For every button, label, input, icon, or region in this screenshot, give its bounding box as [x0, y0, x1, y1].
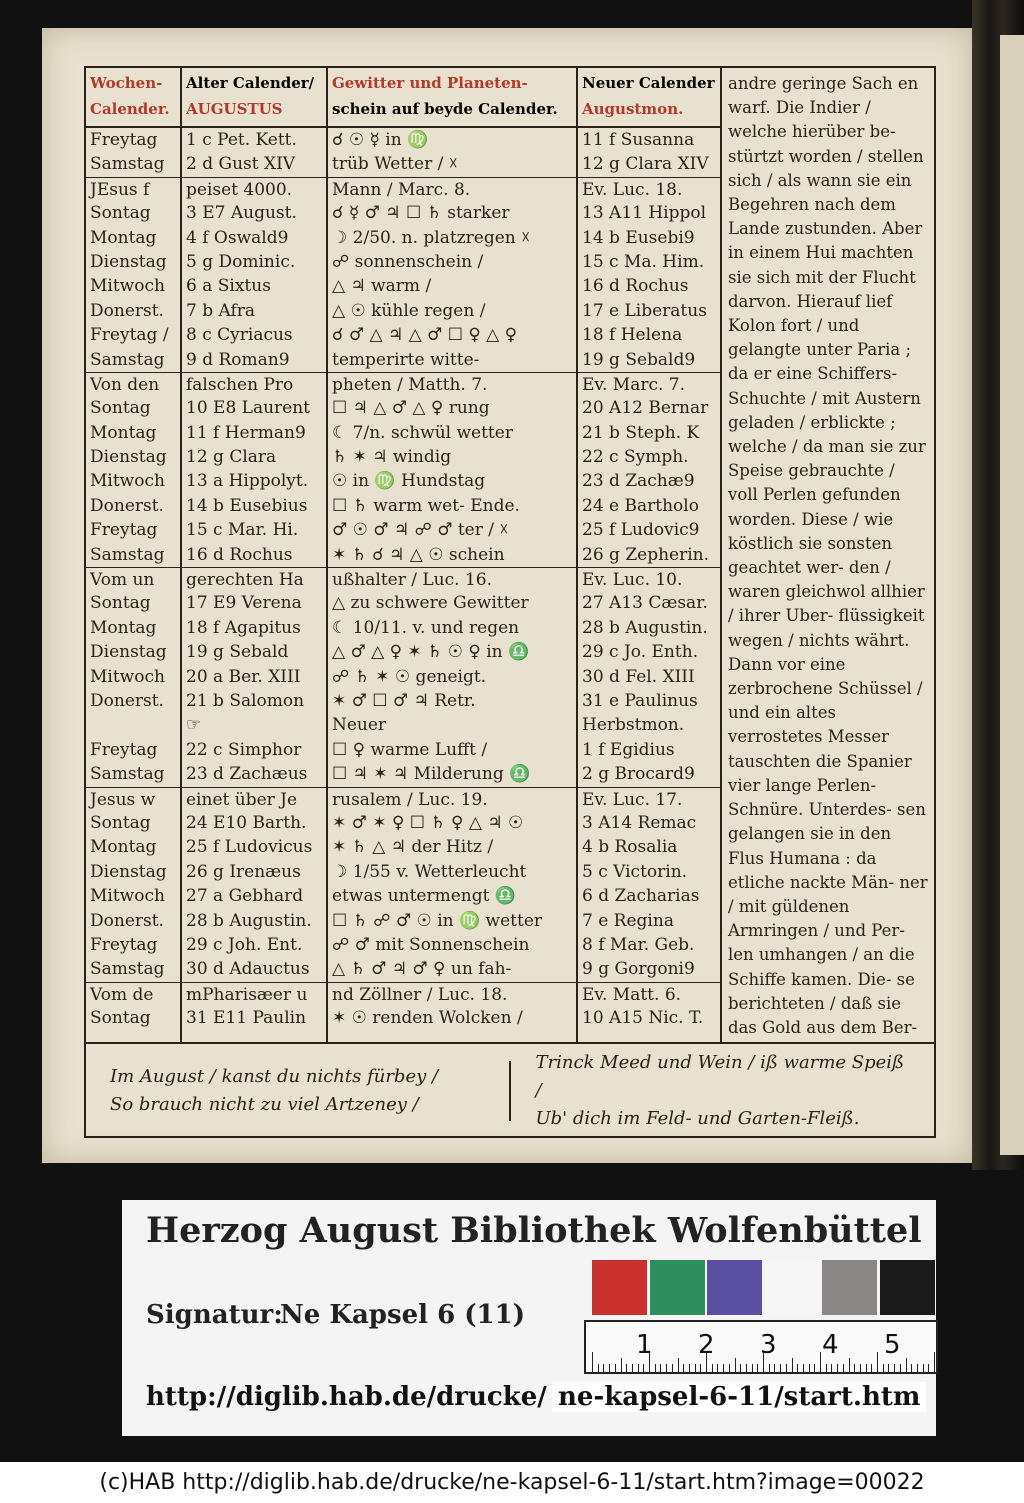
ruler-tick: [843, 1364, 844, 1372]
ruler-tick: [774, 1364, 775, 1372]
calendar-row: ußhalter / Luc. 16.: [328, 567, 576, 591]
calendar-row: 22 c Symph.: [582, 447, 689, 468]
color-target: [584, 1252, 938, 1382]
calendar-row: Montag: [90, 227, 157, 248]
calendar-row: ☌ ☉ ☿ in ♍: [332, 130, 429, 150]
ruler-tick: [906, 1358, 907, 1372]
ruler-tick: [752, 1364, 753, 1372]
ruler-tick: [849, 1358, 850, 1372]
calendar-row: 12 g Clara: [186, 447, 277, 468]
calendar-row: 4 f Oswald9: [186, 227, 289, 248]
calendar-row: JEsus f: [86, 177, 180, 201]
calendar-row: 22 c Simphor: [186, 739, 302, 760]
calendar-row: Sontag: [90, 398, 151, 419]
calendar-row: temperirte witte-: [332, 349, 480, 370]
ruler-tick: [911, 1364, 912, 1372]
calendar-row: Samstag: [90, 154, 165, 175]
calendar-row: Von den: [86, 372, 180, 396]
calendar-row: Samstag: [90, 959, 165, 980]
calendar-row: Montag: [90, 837, 157, 858]
ruler-tick: [729, 1364, 730, 1372]
ruler-tick: [780, 1364, 781, 1372]
calendar-row: Montag: [90, 617, 157, 638]
ruler-tick: [672, 1364, 673, 1372]
calendar-row: Freytag /: [90, 325, 169, 346]
ruler-tick: [695, 1364, 696, 1372]
ruler-tick: [666, 1364, 667, 1372]
calendar-row: 12 g Clara XIV: [582, 154, 709, 175]
calendar-row: 1 c Pet. Kett.: [186, 130, 297, 150]
calendar-row: ✶ ♂ ☐ ♂ ♃ Retr.: [332, 690, 476, 711]
calendar-row: Freytag: [90, 739, 158, 760]
calendar-row: [86, 713, 180, 737]
calendar-row: 4 b Rosalia: [582, 837, 678, 858]
calendar-row: 2 g Brocard9: [582, 764, 695, 785]
calendar-row: nd Zöllner / Luc. 18.: [328, 982, 576, 1006]
ruler-tick: [655, 1364, 656, 1372]
calendar-row: ♂ ☉ ♂ ♃ ☍ ♂ ter / ☓: [332, 520, 509, 541]
calendar-row: Dienstag: [90, 642, 167, 663]
calendar-row: 23 d Zachæus: [186, 764, 308, 785]
calendar-row: ✶ ☉ renden Wolcken /: [332, 1008, 523, 1029]
calendar-row: Ev. Luc. 18.: [578, 177, 720, 201]
calendar-row: 16 d Rochus: [186, 544, 293, 565]
verse-line: Trinck Meed und Wein / iß warme Speiß /: [535, 1052, 905, 1101]
ruler-tick: [712, 1364, 713, 1372]
calendar-row: Mann / Marc. 8.: [328, 177, 576, 201]
calendar-row: 5 c Victorin.: [582, 861, 688, 882]
calendar-row: 6 d Zacharias: [582, 886, 700, 907]
verse-line: Ub' dich im Feld- und Garten-Fleiß.: [535, 1108, 860, 1129]
header-line: AUGUSTUS: [186, 100, 283, 118]
calendar-row: Samstag: [90, 349, 165, 370]
calendar-row: ☾ 10/11. v. und regen: [332, 617, 520, 638]
calendar-row: peiset 4000.: [182, 177, 326, 201]
calendar-row: ✶ ♂ ✶ ♀ ☐ ♄ ♀ △ ♃ ☉: [332, 812, 524, 833]
calendar-row: 23 d Zachæ9: [582, 471, 695, 492]
ruler-tick: [638, 1364, 639, 1372]
calendar-row: falschen Pro: [182, 372, 326, 396]
calendar-frame: [84, 66, 936, 1138]
url-link-part1[interactable]: http://diglib.hab.de/drucke/: [146, 1382, 547, 1412]
calendar-row: ☍ ♄ ✶ ☉ geneigt.: [332, 666, 487, 687]
ruler-tick: [871, 1364, 872, 1372]
weekday-column: [86, 68, 182, 1042]
calendar-row: 28 b Augustin.: [186, 910, 312, 931]
calendar-row: Dienstag: [90, 251, 167, 272]
calendar-row: Dienstag: [90, 861, 167, 882]
calendar-row: Mitwoch: [90, 471, 165, 492]
ruler-tick: [603, 1364, 604, 1372]
calendar-row: 10 A15 Nic. T.: [582, 1008, 704, 1029]
calendar-row: Sontag: [90, 812, 151, 833]
calendar-row: Samstag: [90, 544, 165, 565]
ruler-tick: [837, 1364, 838, 1372]
calendar-row: 7 e Regina: [582, 910, 674, 931]
calendar-row: Neuer: [332, 715, 387, 736]
header-line: Gewitter und Planeten-: [332, 74, 528, 92]
calendar-row: 14 b Eusebi9: [582, 227, 695, 248]
weather-header: [328, 68, 576, 128]
calendar-row: Ev. Matt. 6.: [578, 982, 720, 1006]
header-line: Wochen-: [90, 74, 163, 92]
calendar-row: Sontag: [90, 593, 151, 614]
header-line: Neuer Calender: [582, 74, 715, 92]
calendar-row: 28 b Augustin.: [582, 617, 708, 638]
calendar-row: 11 f Susanna: [582, 130, 695, 150]
calendar-row: ☌ ☿ ♂ ♃ ☐ ♄ starker: [332, 203, 510, 224]
new-calendar-header: [578, 68, 720, 128]
ruler-number: 3: [760, 1330, 777, 1360]
calendar-row: Ev. Luc. 10.: [578, 567, 720, 591]
verse-line: Im August / kanst du nichts fürbey /: [110, 1066, 439, 1087]
calendar-row: Jesus w: [86, 787, 180, 811]
calendar-row: 16 d Rochus: [582, 276, 689, 297]
calendar-row: 18 f Helena: [582, 325, 683, 346]
calendar-row: 17 e Liberatus: [582, 300, 707, 321]
ruler-tick: [723, 1364, 724, 1372]
url-link-part2[interactable]: ne-kapsel-6-11/start.htm: [552, 1382, 926, 1412]
calendar-row: ☐ ♃ △ ♂ △ ♀ rung: [332, 398, 490, 419]
ruler-tick: [660, 1364, 661, 1372]
calendar-row: 31 E11 Paulin: [186, 1008, 307, 1029]
calendar-row: 29 c Joh. Ent.: [186, 934, 303, 955]
calendar-row: Freytag: [90, 934, 158, 955]
ruler-tick: [740, 1364, 741, 1372]
calendar-row: 19 g Sebald: [186, 642, 289, 663]
calendar-row: 15 c Mar. Hi.: [186, 520, 299, 541]
color-swatch: [650, 1260, 705, 1315]
calendar-row: Vom un: [86, 567, 180, 591]
header-line: Alter Calender/: [186, 74, 315, 92]
calendar-row: 26 g Irenæus: [186, 861, 301, 882]
ruler-tick: [928, 1364, 929, 1372]
calendar-row: ☽ 2/50. n. platzregen ☓: [332, 227, 531, 248]
ruler-tick: [746, 1364, 747, 1372]
ruler-tick: [814, 1364, 815, 1372]
calendar-row: Sontag: [90, 1008, 151, 1029]
calendar-row: 25 f Ludovicus: [186, 837, 313, 858]
calendar-row: 24 E10 Barth.: [186, 812, 307, 833]
ruler-number: 2: [698, 1330, 715, 1360]
calendar-row: 30 d Adauctus: [186, 959, 310, 980]
calendar-row: 29 c Jo. Enth.: [582, 642, 699, 663]
calendar-row: Ev. Luc. 17.: [578, 787, 720, 811]
calendar-row: 7 b Afra: [186, 300, 256, 321]
ruler-tick: [757, 1364, 758, 1372]
ruler-number: 5: [884, 1330, 901, 1360]
ruler-tick: [626, 1364, 627, 1372]
ruler-tick: [769, 1364, 770, 1372]
ruler-tick: [609, 1364, 610, 1372]
new-calendar-rows: [578, 128, 720, 1030]
calendar-row: Sontag: [90, 203, 151, 224]
color-swatch: [822, 1260, 877, 1315]
calendar-row: Ev. Marc. 7.: [578, 372, 720, 396]
adjacent-page-edge: [1000, 35, 1024, 1155]
ruler-tick: [598, 1364, 599, 1372]
ruler-tick: [592, 1352, 593, 1372]
header-line: schein auf beyde Calender.: [332, 100, 558, 118]
calendar-row: Mitwoch: [90, 886, 165, 907]
ruler-tick: [854, 1364, 855, 1372]
calendar-row: ☽ 1/55 v. Wetterleucht: [332, 861, 527, 882]
ruler-tick: [923, 1364, 924, 1372]
ruler-tick: [700, 1364, 701, 1372]
color-swatch: [592, 1260, 647, 1315]
verse-right: [511, 1049, 934, 1133]
ruler-tick: [792, 1358, 793, 1372]
signatur-label: Signatur:: [146, 1300, 283, 1330]
old-calendar-rows: [182, 128, 326, 1030]
calendar-row: 5 g Dominic.: [186, 251, 296, 272]
calendar-row: 1 f Egidius: [582, 739, 675, 760]
color-swatch: [707, 1260, 762, 1315]
ruler-tick: [786, 1364, 787, 1372]
calendar-row: 17 E9 Verena: [186, 593, 302, 614]
ruler-tick: [735, 1358, 736, 1372]
calendar-row: 27 a Gebhard: [186, 886, 304, 907]
calendar-row: Freytag: [90, 520, 158, 541]
header-line: Calender.: [90, 100, 170, 118]
ruler-tick: [866, 1364, 867, 1372]
calendar-row: mPharisæer u: [182, 982, 326, 1006]
ruler-tick: [877, 1352, 878, 1372]
ruler-tick: [689, 1364, 690, 1372]
calendar-row: Donerst.: [90, 495, 164, 516]
calendar-row: Mitwoch: [90, 276, 165, 297]
ruler-tick: [820, 1352, 821, 1372]
calendar-row: Donerst.: [90, 300, 164, 321]
ruler-tick: [917, 1364, 918, 1372]
old-calendar-header: [182, 68, 326, 128]
calendar-row: ☐ ♀ warme Lufft /: [332, 739, 488, 760]
calendar-row: Freytag: [90, 130, 158, 150]
calendar-row: 15 c Ma. Him.: [582, 251, 705, 272]
calendar-row: 10 E8 Laurent: [186, 398, 311, 419]
weather-column: [328, 68, 578, 1042]
ruler-tick: [934, 1352, 935, 1372]
weekday-rows: [86, 128, 180, 1030]
calendar-row: 30 d Fel. XIII: [582, 666, 695, 687]
calendar-row: 21 b Salomon: [186, 690, 305, 711]
verse-footer: [86, 1042, 934, 1138]
ruler-tick: [883, 1364, 884, 1372]
calendar-row: Herbstmon.: [582, 715, 685, 736]
calendar-row: △ ♂ △ ♀ ✶ ♄ ☉ ♀ in ♎: [332, 642, 530, 663]
calendar-row: pheten / Matth. 7.: [328, 372, 576, 396]
calendar-row: △ zu schwere Gewitter: [332, 593, 529, 614]
copyright-footer: (c)HAB http://diglib.hab.de/drucke/ne-kapsel-6-11/start.htm?image=00022: [0, 1462, 1024, 1503]
calendar-row: gerechten Ha: [182, 567, 326, 591]
calendar-row: 11 f Herman9: [186, 422, 306, 443]
calendar-row: 21 b Steph. K: [582, 422, 700, 443]
calendar-row: Montag: [90, 422, 157, 443]
ruler-number: 1: [636, 1330, 653, 1360]
calendar-row: Donerst.: [90, 690, 164, 711]
ruler-tick: [621, 1358, 622, 1372]
weekday-header: [86, 68, 180, 128]
calendar-row: ☍ ♂ mit Sonnenschein: [332, 934, 530, 955]
calendar-row: 13 a Hippolyt.: [186, 471, 309, 492]
calendar-row: ☌ ♂ △ ♃ △ ♂ ☐ ♀ △ ♀: [332, 325, 518, 346]
calendar-row: 20 a Ber. XIII: [186, 666, 301, 687]
calendar-row: ☐ ♄ warm wet- Ende.: [332, 495, 520, 516]
calendar-row: 3 A14 Remac: [582, 812, 697, 833]
ruler-tick: [643, 1364, 644, 1372]
calendar-row: 14 b Eusebius: [186, 495, 308, 516]
calendar-row: 25 f Ludovic9: [582, 520, 700, 541]
calendar-row: 18 f Agapitus: [186, 617, 301, 638]
calendar-row: Dienstag: [90, 447, 167, 468]
calendar-row: 9 g Gorgoni9: [582, 959, 695, 980]
calendar-row: ☞: [186, 715, 202, 736]
calendar-row: 31 e Paulinus: [582, 690, 698, 711]
library-name: Herzog August Bibliothek Wolfenbüttel: [146, 1210, 922, 1251]
calendar-row: 13 A11 Hippol: [582, 203, 707, 224]
calendar-row: ✶ ♄ ☌ ♃ △ ☉ schein: [332, 544, 505, 565]
ruler-tick: [860, 1364, 861, 1372]
calendar-row: 9 d Roman9: [186, 349, 290, 370]
calendar-row: 2 d Gust XIV: [186, 154, 296, 175]
color-swatch: [765, 1260, 820, 1315]
calendar-row: 27 A13 Cæsar.: [582, 593, 708, 614]
calendar-row: 8 f Mar. Geb.: [582, 934, 695, 955]
old-calendar-column: [182, 68, 328, 1042]
calendar-row: △ ☉ kühle regen /: [332, 300, 486, 321]
ruler-tick: [683, 1364, 684, 1372]
history-text: andre geringe Sach en warf. Die Indier / welche hierüber be- stürtzt worden / stellen sich / als wann sie ein Begehren nach dem Lande zustunden. Aber in einem Hui machten sie sich mit der Flucht darvon. Hierauf lief Kolon fort / und gelangte unter Paria ; da er eine Schiffers-Schuchte / mit Austern geladen / erblickte ; welche / da man sie zur Speise gebrauchte / voll Perlen gefunden worden. Diese / wie köstlich sie sonsten geachtet wer- den / waren gleichwol allhier / ihrer Uber- flüssigkeit wegen / nichts währt. Dann vor eine zerbrochene Schüssel / und ein altes verrostetes Messer tauschten die Spanier vier lange Perlen- Schnüre. Unterdes- sen gelangen sie in den Flus Humana : da etliche nackte Män- ner / mit güldenen Armringen / und Per- len umhangen / an die Schiffe kamen. Die- se berichteten / daß sie das Gold aus dem Ber-: [728, 74, 928, 1037]
calendar-row: Samstag: [90, 764, 165, 785]
library-label-card: [122, 1200, 936, 1436]
ruler-tick: [632, 1364, 633, 1372]
calendar-row: 19 g Sebald9: [582, 349, 696, 370]
calendar-row: 8 c Cyriacus: [186, 325, 293, 346]
ruler-tick: [894, 1364, 895, 1372]
calendar-row: rusalem / Luc. 19.: [328, 787, 576, 811]
ruler-tick: [826, 1364, 827, 1372]
ruler-tick: [797, 1364, 798, 1372]
calendar-row: 26 g Zepherin.: [582, 544, 710, 565]
calendar-row: ☉ in ♍ Hundstag: [332, 471, 486, 492]
calendar-row: ☐ ♄ ☍ ♂ ☉ in ♍ wetter: [332, 910, 543, 931]
ruler-tick: [900, 1364, 901, 1372]
calendar-row: Mitwoch: [90, 666, 165, 687]
calendar-row: ☾ 7/n. schwül wetter: [332, 422, 513, 443]
ruler-tick: [678, 1358, 679, 1372]
calendar-row: 24 e Bartholo: [582, 495, 699, 516]
calendar-row: ✶ ♄ △ ♃ der Hitz /: [332, 837, 494, 858]
new-calendar-column: [578, 68, 722, 1042]
color-swatch: [880, 1260, 935, 1315]
ruler-tick: [831, 1364, 832, 1372]
signatur-value: Ne Kapsel 6 (11): [280, 1300, 526, 1330]
calendar-row: ♄ ✶ ♃ windig: [332, 447, 452, 468]
scale-ruler: [584, 1320, 938, 1374]
calendar-row: etwas untermengt ♎: [332, 886, 517, 907]
verse-left: [86, 1063, 509, 1119]
calendar-row: ☐ ♃ ✶ ♃ Milderung ♎: [332, 764, 531, 785]
calendar-row: trüb Wetter / ☓: [332, 154, 458, 175]
calendar-row: Vom de: [86, 982, 180, 1006]
ruler-tick: [803, 1364, 804, 1372]
ruler-tick: [615, 1364, 616, 1372]
verse-line: So brauch nicht zu viel Artzeney /: [110, 1094, 419, 1115]
ruler-tick: [888, 1364, 889, 1372]
calendar-row: △ ♄ ♂ ♃ ♂ ♀ un fah-: [332, 959, 512, 980]
header-line: Augustmon.: [582, 100, 684, 118]
calendar-row: Donerst.: [90, 910, 164, 931]
ruler-tick: [717, 1364, 718, 1372]
calendar-row: einet über Je: [182, 787, 326, 811]
calendar-row: 6 a Sixtus: [186, 276, 271, 297]
weather-rows: [328, 128, 576, 1030]
calendar-row: ☍ sonnenschein /: [332, 251, 484, 272]
calendar-row: 3 E7 August.: [186, 203, 297, 224]
history-text-column: [722, 68, 934, 1042]
ruler-number: 4: [822, 1330, 839, 1360]
ruler-tick: [809, 1364, 810, 1372]
calendar-row: △ ♃ warm /: [332, 276, 432, 297]
calendar-row: 20 A12 Bernar: [582, 398, 709, 419]
